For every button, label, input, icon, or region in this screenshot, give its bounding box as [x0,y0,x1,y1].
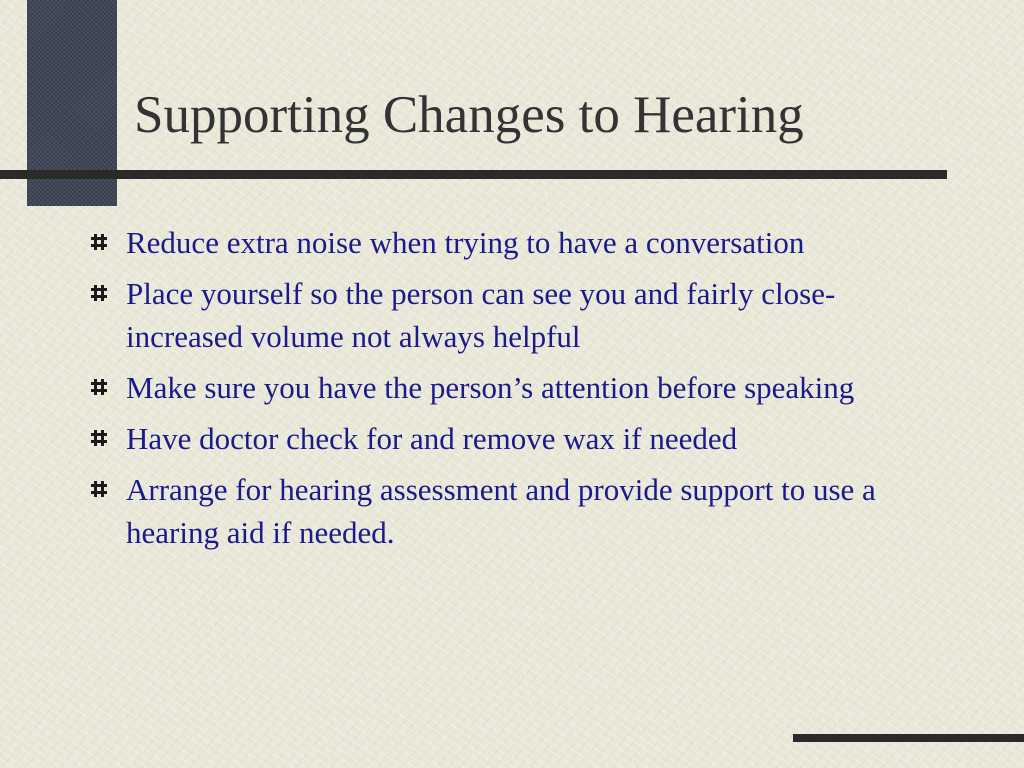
hash-square-bullet-icon [91,285,107,301]
hash-square-bullet-icon [91,430,107,446]
bullet-list [88,221,948,562]
bullet-text: Place yourself so the person can see you and fairly close- increased volume not always helpful [126,276,836,354]
footer-accent-rule [793,734,1024,742]
title-underline-rule [0,170,947,179]
bullet-item [88,366,948,409]
hash-square-bullet-icon [91,234,107,250]
slide-title: Supporting Changes to Hearing [134,86,804,144]
bullet-item [88,468,948,554]
bullet-item [88,272,948,358]
hash-square-bullet-icon [91,481,107,497]
bullet-text: Reduce extra noise when trying to have a conversation [126,225,805,260]
bullet-text: Make sure you have the person’s attention before speaking [126,370,855,405]
bullet-item [88,417,948,460]
hash-square-bullet-icon [91,379,107,395]
bullet-text: Have doctor check for and remove wax if needed [126,421,738,456]
bullet-text: Arrange for hearing assessment and provide support to use a hearing aid if needed. [126,472,876,550]
bullet-item [88,221,948,264]
